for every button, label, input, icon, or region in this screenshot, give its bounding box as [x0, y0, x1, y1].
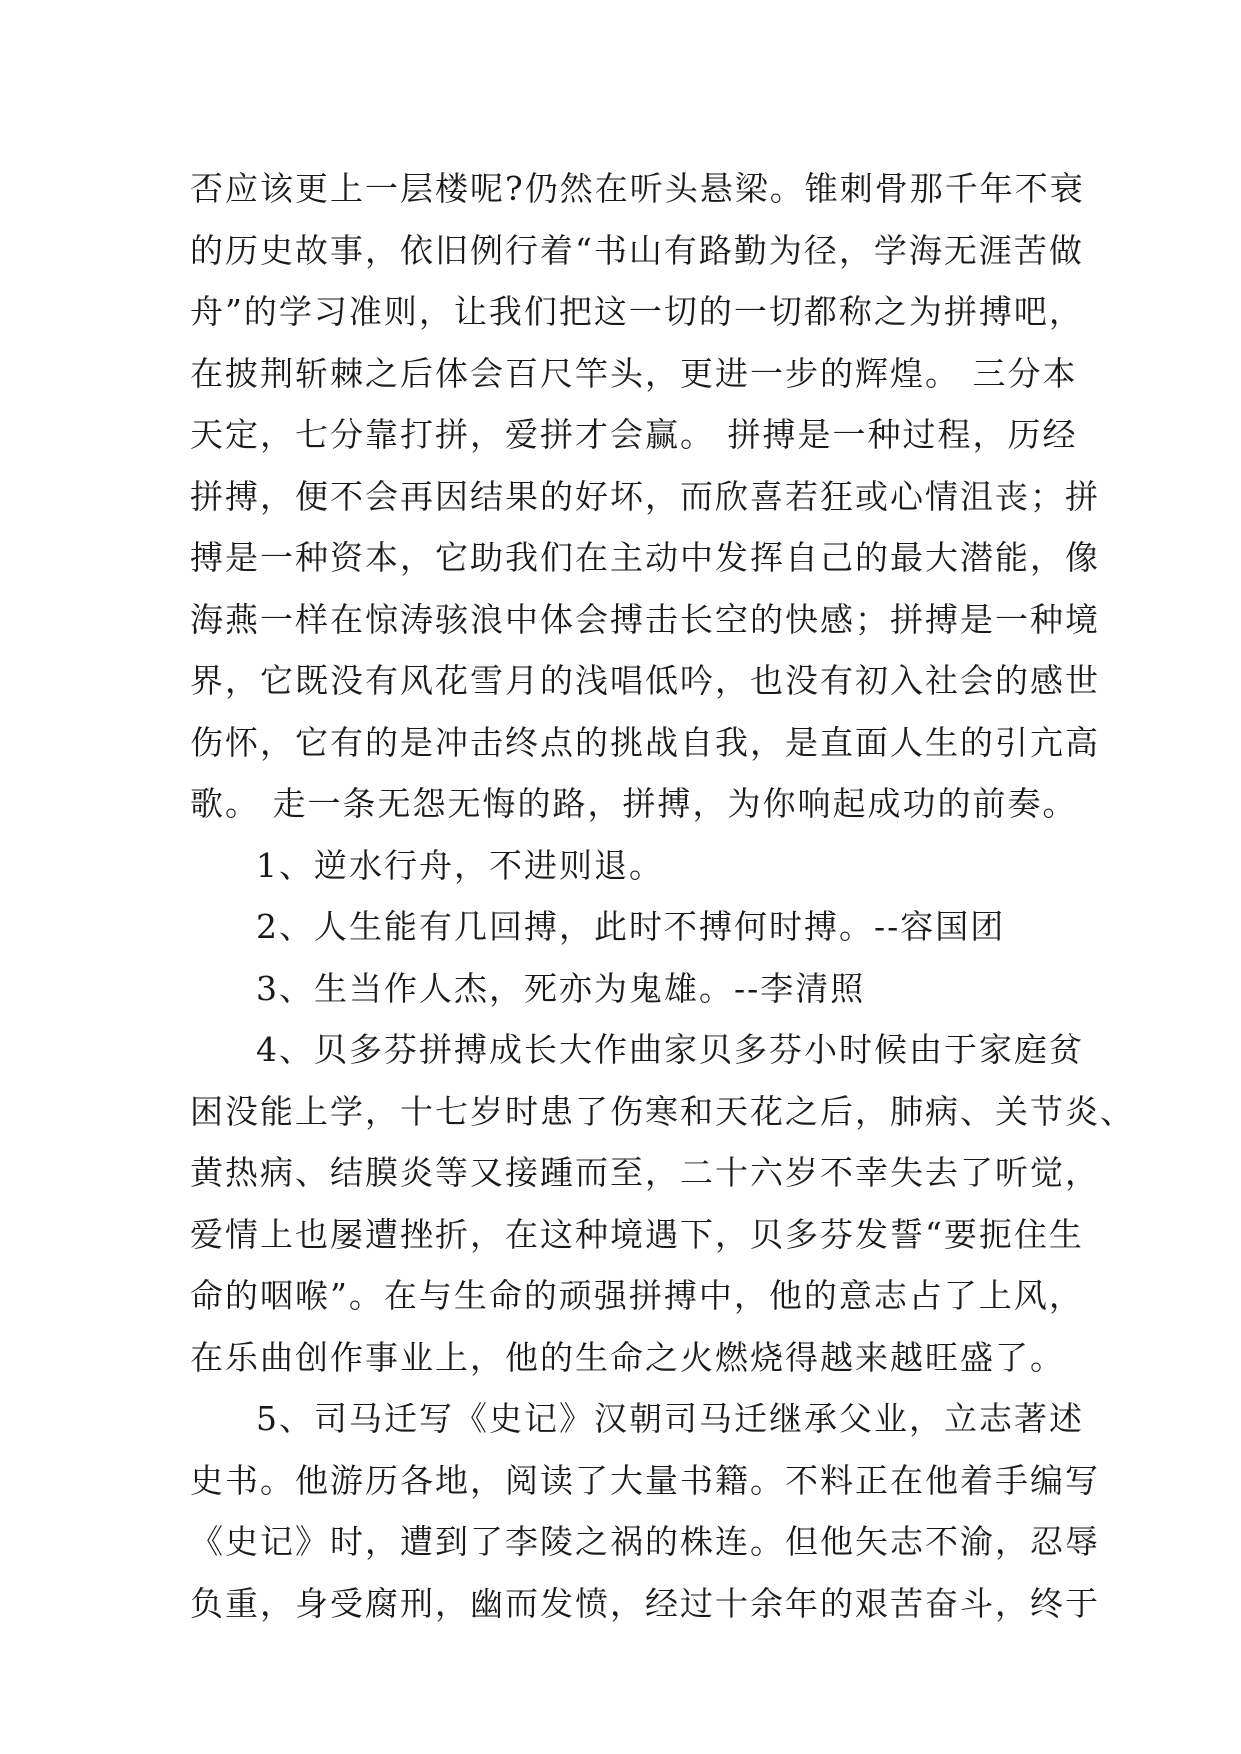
- list-item-2: 2、人生能有几回搏，此时不搏何时搏。--容国团: [256, 907, 1006, 946]
- text-line: 在乐曲创作事业上，他的生命之火燃烧得越来越旺盛了。: [190, 1337, 1065, 1377]
- text-line: 拼搏，便不会再因结果的好坏，而欣喜若狂或心情沮丧；拼: [190, 476, 1100, 516]
- text-line: 《史记》时，遭到了李陵之祸的株连。但他矢志不渝，忍辱: [190, 1522, 1100, 1561]
- text-line: 天定，七分靠打拼，爱拼才会赢。 拼搏是一种过程，历经: [190, 415, 1078, 454]
- text-line: 命的咽喉”。在与生命的顽强拼搏中，他的意志占了上风，: [190, 1276, 1084, 1315]
- text-line: 海燕一样在惊涛骇浪中体会搏击长空的快感；拼搏是一种境: [190, 599, 1100, 639]
- text-line: 界，它既没有风花雪月的浅唱低吟，也没有初入社会的感世: [190, 661, 1100, 700]
- text-line: 舟”的学习准则，让我们把这一切的一切都称之为拼搏吧，: [190, 292, 1084, 331]
- text-line: 黄热病、结膜炎等又接踵而至，二十六岁不幸失去了听觉，: [190, 1153, 1100, 1192]
- text-line: 在披荆斩棘之后体会百尺竿头，更进一步的辉煌。 三分本: [190, 353, 1078, 393]
- text-line: 否应该更上一层楼呢?仍然在听头悬梁。锥刺骨那千年不衰: [190, 169, 1085, 208]
- text-line: 伤怀，它有的是冲击终点的挑战自我，是直面人生的引亢高: [190, 722, 1100, 762]
- list-item-1: 1、逆水行舟，不进则退。: [256, 845, 664, 885]
- text-line: 歌。 走一条无怨无悔的路，拼搏，为你响起成功的前奏。: [190, 784, 1078, 823]
- text-line: 困没能上学，十七岁时患了伤寒和天花之后，肺病、关节炎、: [190, 1091, 1135, 1131]
- list-item-4: 4、贝多芬拼搏成长大作曲家贝多芬小时候由于家庭贫: [256, 1030, 1084, 1069]
- text-line: 史书。他游历各地，阅读了大量书籍。不料正在他着手编写: [190, 1460, 1100, 1500]
- list-item-5: 5、司马迁写《史记》汉朝司马迁继承父业，立志著述: [256, 1399, 1084, 1438]
- list-item-3: 3、生当作人杰，死亦为鬼雄。--李清照: [256, 968, 866, 1008]
- text-line: 爱情上也屡遭挫折，在这种境遇下，贝多芬发誓“要扼住生: [190, 1214, 1084, 1254]
- text-line: 负重，身受腐刑，幽而发愤，经过十余年的艰苦奋斗，终于: [190, 1583, 1100, 1623]
- text-line: 的历史故事，依旧例行着“书山有路勤为径，学海无涯苦做: [190, 230, 1084, 270]
- text-line: 搏是一种资本，它助我们在主动中发挥自己的最大潜能，像: [190, 538, 1100, 577]
- document-body: [190, 158, 1135, 1634]
